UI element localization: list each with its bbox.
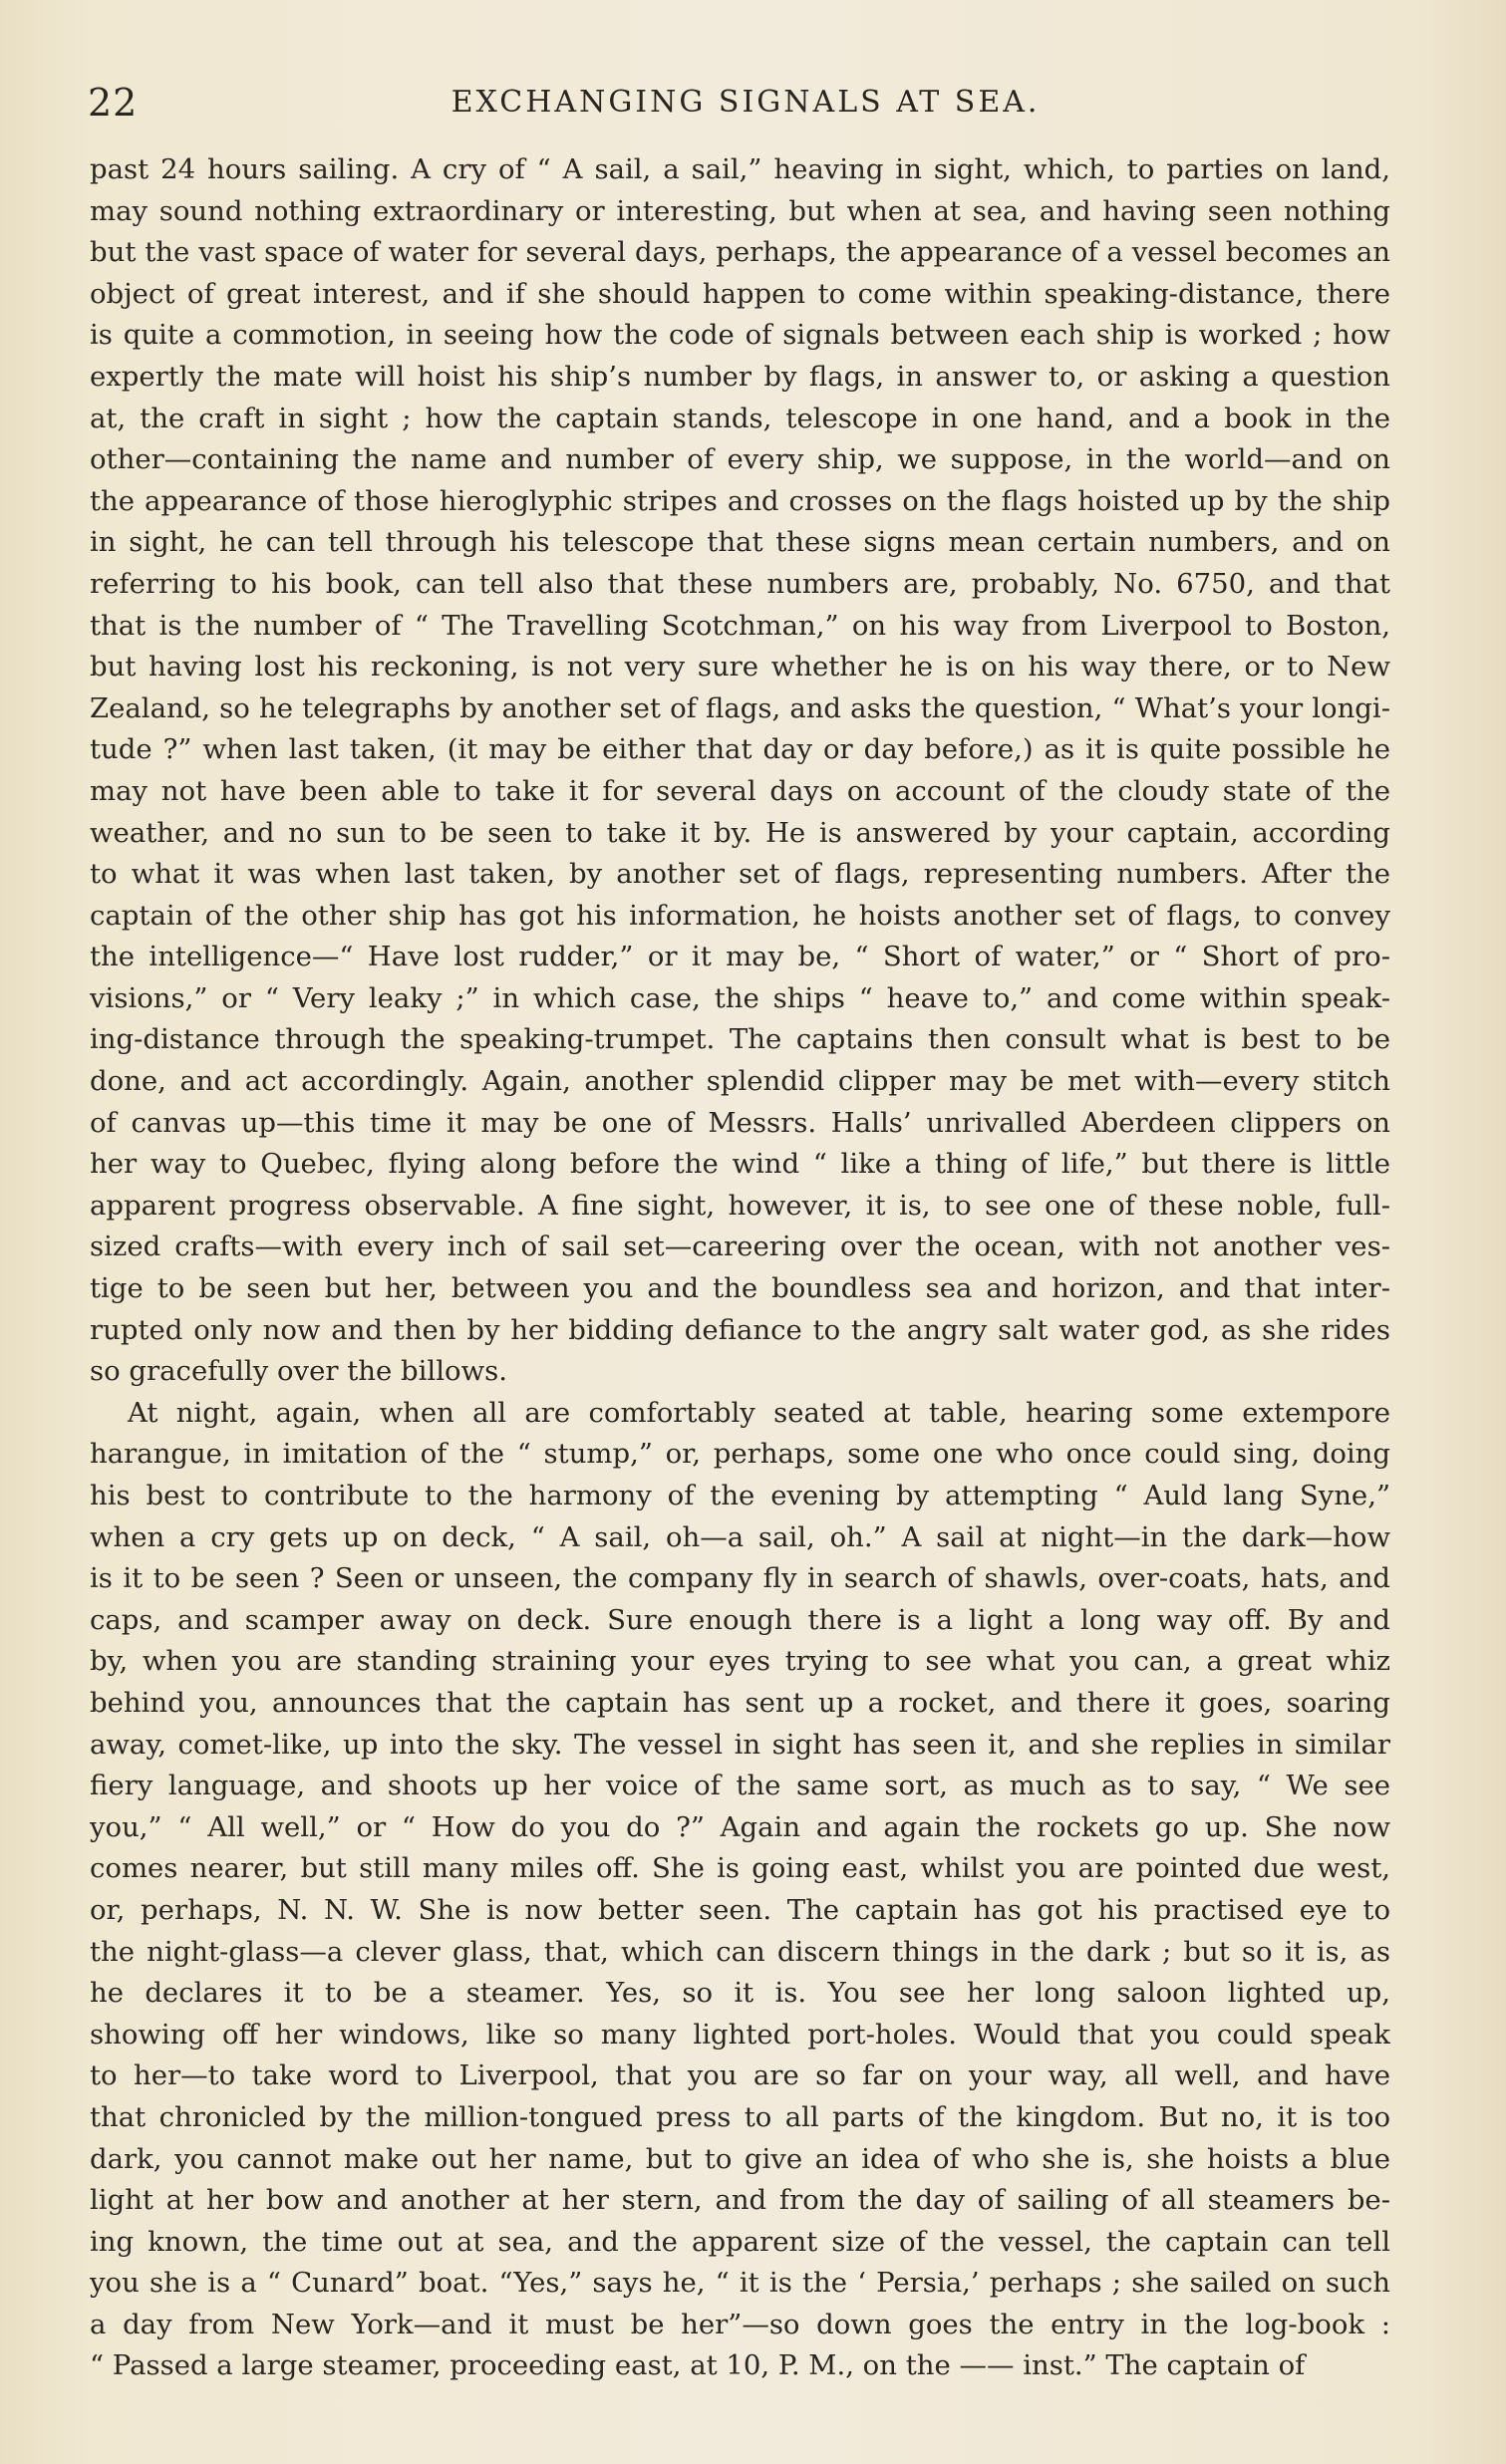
text-line: the night-glass—a clever glass, that, which can discern things in the dark ; but so it is, as [90,1935,1390,1968]
running-header [88,78,1403,128]
text-line: harangue, in imitation of the “ stump,” or, perhaps, some one who once could sing, doing [90,1438,1390,1471]
text-line: in sight, he can tell through his telescope that these signs mean certain numbers, and on [90,526,1390,559]
text-line: so gracefully over the billows. [90,1355,507,1388]
text-line: visions,” or “ Very leaky ;” in which case, the ships “ heave to,” and come within speak- [90,981,1390,1014]
text-line: to what it was when last taken, by another set of flags, representing numbers. After the [90,858,1390,891]
text-line: ing known, the time out at sea, and the apparent size of the vessel, the captain can tell [90,2225,1390,2258]
text-line: behind you, announces that the captain has sent up a rocket, and there it goes, soaring [90,1686,1390,1719]
text-line: her way to Quebec, flying along before the wind “ like a thing of life,” but there is little [90,1148,1390,1181]
text-line: other—containing the name and number of every ship, we suppose, in the world—and on [90,443,1390,476]
text-line: fiery language, and shoots up her voice of the same sort, as much as to say, “ We see [90,1770,1390,1802]
text-line: you,” “ All well,” or “ How do you do ?” Again and again the rockets go up. She now [90,1810,1390,1843]
text-line: expertly the mate will hoist his ship’s number by flags, in answer to, or asking a question [90,360,1390,393]
text-line: sized crafts—with every inch of sail set—careering over the ocean, with not another ves- [90,1231,1390,1263]
text-line: to her—to take word to Liverpool, that you are so far on your way, all well, and have [90,2059,1390,2092]
text-line: the appearance of those hieroglyphic stripes and crosses on the flags hoisted up by the ship [90,484,1390,517]
text-line: or, perhaps, N. N. W. She is now better seen. The captain has got his practised eye to [90,1893,1390,1926]
running-title: EXCHANGING SIGNALS AT SEA. [451,85,1041,120]
text-line: ing-distance through the speaking-trumpet. The captains then consult what is best to be [90,1023,1390,1056]
text-line: tige to be seen but her, between you and the boundless sea and horizon, and that inter- [90,1272,1390,1305]
text-line: the intelligence—“ Have lost rudder,” or it may be, “ Short of water,” or “ Short of pro- [90,941,1390,973]
text-line: captain of the other ship has got his information, he hoists another set of flags, to convey [90,899,1390,932]
text-line: is it to be seen ? Seen or unseen, the company fly in search of shawls, over-coats, hats, and [90,1562,1390,1595]
text-line: apparent progress observable. A fine sight, however, it is, to see one of these noble, full- [90,1189,1390,1222]
text-line: dark, you cannot make out her name, but to give an idea of who she is, she hoists a blue [90,2142,1390,2175]
text-line: at, the craft in sight ; how the captain stands, telescope in one hand, and a book in the [90,402,1390,434]
text-line: weather, and no sun to be seen to take it by. He is answered by your captain, according [90,816,1390,849]
text-line: that is the number of “ The Travelling Scotchman,” on his way from Liverpool to Boston, [90,609,1390,642]
text-line: may not have been able to take it for several days on account of the cloudy state of the [90,774,1390,807]
paragraph-container [90,149,1390,2387]
text-line: by, when you are standing straining your eyes trying to see what you can, a great whiz [90,1645,1390,1678]
text-line: he declares it to be a steamer. Yes, so it is. You see her long saloon lighted up, [90,1977,1390,2010]
text-line: a day from New York—and it must be her”—so down goes the entry in the log-book : [90,2308,1390,2340]
text-line: Zealand, so he telegraphs by another set of flags, and asks the question, “ What’s your longi- [90,691,1390,724]
text-line: of canvas up—this time it may be one of Messrs. Halls’ unrivalled Aberdeen clippers on [90,1106,1390,1139]
text-line: light at her bow and another at her stern, and from the day of sailing of all steamers be- [90,2184,1390,2217]
text-line: referring to his book, can tell also that these numbers are, probably, No. 6750, and that [90,567,1390,600]
text-line: rupted only now and then by her bidding defiance to the angry salt water god, as she rides [90,1313,1390,1346]
text-line: past 24 hours sailing. A cry of “ A sail, a sail,” heaving in sight, which, to parties on land, [90,153,1390,185]
body-text [90,149,1390,2387]
text-line: done, and act accordingly. Again, another splendid clipper may be met with—every stitch [90,1065,1390,1098]
text-line: you she is a “ Cunard” boat. “Yes,” says he, “ it is the ‘ Persia,’ perhaps ; she sailed on such [90,2267,1390,2300]
text-line: is quite a commotion, in seeing how the code of signals between each ship is worked ; how [90,319,1390,352]
text-line: when a cry gets up on deck, “ A sail, oh—a sail, oh.” A sail at night—in the dark—how [90,1520,1390,1553]
text-line: comes nearer, but still many miles off. She is going east, whilst you are pointed due west, [90,1852,1390,1885]
text-line: away, comet-like, up into the sky. The vessel in sight has seen it, and she replies in similar [90,1728,1390,1761]
text-line: At night, again, when all are comfortably seated at table, hearing some extempore [128,1396,1390,1429]
text-line: tude ?” when last taken, (it may be either that day or day before,) as it is quite possible he [90,733,1390,766]
page-number: 22 [88,81,139,125]
text-line: but having lost his reckoning, is not very sure whether he is on his way there, or to New [90,651,1390,684]
text-line: that chronicled by the million-tongued press to all parts of the kingdom. But no, it is too [90,2100,1390,2133]
text-line: may sound nothing extraordinary or interesting, but when at sea, and having seen nothing [90,194,1390,227]
text-line: but the vast space of water for several days, perhaps, the appearance of a vessel becomes an [90,236,1390,269]
text-line: showing off her windows, like so many lighted port-holes. Would that you could speak [90,2018,1390,2051]
text-line: “ Passed a large steamer, proceeding east, at 10, P. M., on the —— inst.” The captain of [90,2349,1306,2382]
paragraph [90,149,1390,1393]
text-line: object of great interest, and if she should happen to come within speaking-distance, there [90,277,1390,310]
paragraph [90,1393,1390,2387]
text-line: his best to contribute to the harmony of the evening by attempting “ Auld lang Syne,” [90,1480,1390,1511]
text-line: caps, and scamper away on deck. Sure enough there is a light a long way off. By and [90,1603,1390,1636]
